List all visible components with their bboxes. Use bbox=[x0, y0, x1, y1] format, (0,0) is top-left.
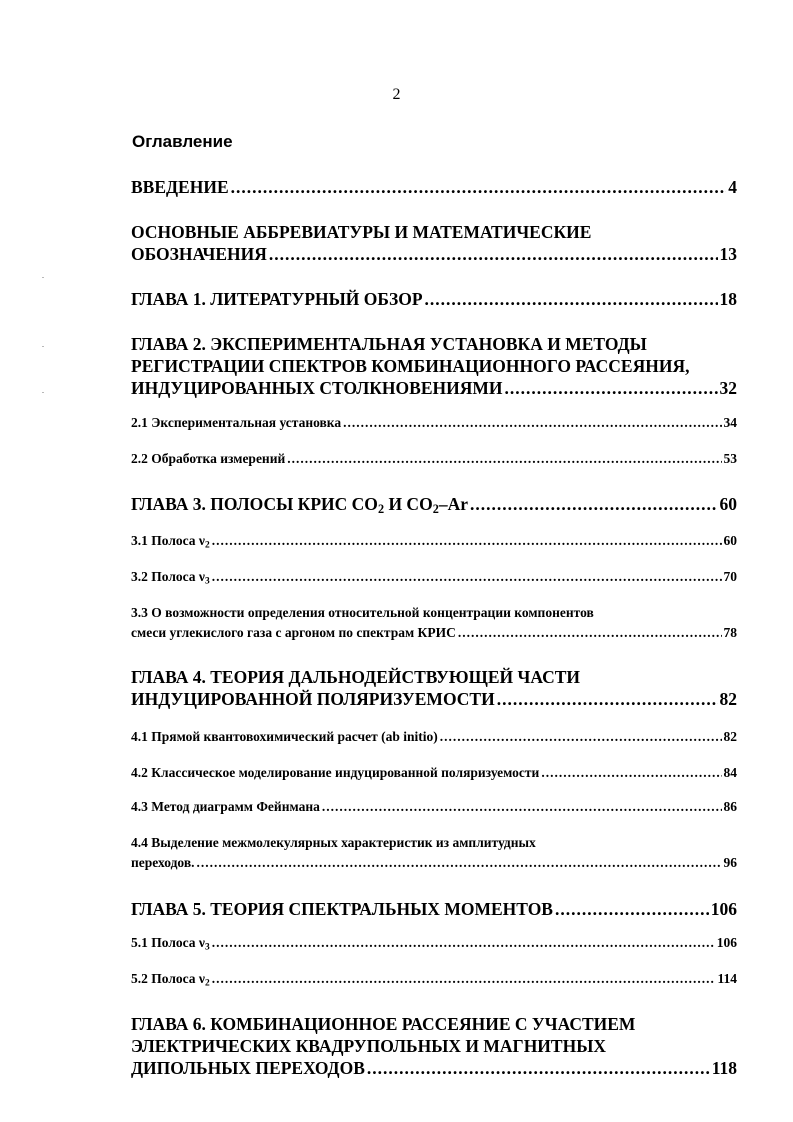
toc-entry-title-line: ДИПОЛЬНЫХ ПЕРЕХОДОВ bbox=[131, 1058, 365, 1078]
toc-entry-page: 4 bbox=[728, 177, 737, 197]
toc-entry-title: 2.2 Обработка измерений bbox=[131, 451, 286, 466]
subscript: 2 bbox=[204, 978, 210, 989]
toc-entry-page: 32 bbox=[719, 378, 737, 398]
toc-entry-title: ГЛАВА 1. ЛИТЕРАТУРНЫЙ ОБЗОР bbox=[131, 289, 423, 309]
toc-entry-title-line: ОБОЗНАЧЕНИЯ bbox=[131, 244, 267, 264]
leader-dots bbox=[458, 623, 722, 643]
toc-entry-abbreviations[interactable] bbox=[131, 221, 737, 265]
toc-entry-page: 106 bbox=[716, 935, 737, 950]
leader-dots bbox=[212, 933, 715, 953]
toc-entry-title-line: ГЛАВА 2. ЭКСПЕРИМЕНТАЛЬНАЯ УСТАНОВКА И МЕТОДЫ bbox=[131, 334, 647, 354]
toc-entry-page: 118 bbox=[711, 1058, 737, 1078]
toc-entry-title bbox=[131, 969, 210, 993]
toc-entry-chapter-2[interactable] bbox=[131, 333, 737, 399]
title-part: 5.1 Полоса ν bbox=[131, 935, 205, 950]
leader-dots bbox=[287, 449, 721, 469]
leader-dots bbox=[269, 243, 718, 265]
toc-entry-chapter-5[interactable] bbox=[131, 898, 737, 920]
toc-entry-page: 96 bbox=[723, 855, 737, 870]
toc-entry-page: 114 bbox=[717, 971, 737, 986]
toc-entry-section-3-2[interactable] bbox=[131, 567, 737, 591]
leader-dots bbox=[470, 493, 718, 515]
toc-entry-page: 106 bbox=[710, 899, 737, 919]
toc-entry-title-line: ИНДУЦИРОВАННЫХ СТОЛКНОВЕНИЯМИ bbox=[131, 378, 503, 398]
leader-dots bbox=[343, 413, 721, 433]
toc-entry-page: 78 bbox=[723, 625, 737, 640]
page-number: 2 bbox=[392, 86, 401, 103]
toc-entry-title-line: 3.3 О возможности определения относительной концентрации компонентов bbox=[131, 605, 594, 620]
toc-entry-section-5-2[interactable] bbox=[131, 969, 737, 993]
title-part: И СО bbox=[384, 494, 433, 514]
scan-mark bbox=[42, 392, 44, 393]
subscript: 2 bbox=[432, 502, 439, 517]
leader-dots bbox=[497, 688, 718, 710]
toc-entry-chapter-1[interactable] bbox=[131, 288, 737, 310]
toc-entry-title-line: переходов. bbox=[131, 855, 195, 870]
subscript: 2 bbox=[204, 540, 210, 551]
toc-entry-page: 18 bbox=[719, 289, 737, 309]
toc-entry-title: 4.1 Прямой квантовохимический расчет (ab initio) bbox=[131, 729, 438, 744]
toc-entry-page: 34 bbox=[723, 415, 737, 430]
toc-entry-title bbox=[131, 567, 210, 591]
toc-entry-chapter-4[interactable] bbox=[131, 666, 737, 710]
toc-entry-section-4-2[interactable] bbox=[131, 763, 737, 783]
toc-entry-title-line: ГЛАВА 4. ТЕОРИЯ ДАЛЬНОДЕЙСТВУЮЩЕЙ ЧАСТИ bbox=[131, 667, 581, 687]
toc-entry-title-line: ЭЛЕКТРИЧЕСКИХ КВАДРУПОЛЬНЫХ И МАГНИТНЫХ bbox=[131, 1036, 607, 1056]
leader-dots bbox=[555, 898, 709, 920]
leader-dots bbox=[231, 176, 727, 198]
leader-dots bbox=[197, 853, 722, 873]
toc-entry-title-line: РЕГИСТРАЦИИ СПЕКТРОВ КОМБИНАЦИОННОГО РАССЕЯНИЯ, bbox=[131, 356, 690, 376]
toc-entry-title: 4.3 Метод диаграмм Фейнмана bbox=[131, 799, 320, 814]
leader-dots bbox=[541, 763, 721, 783]
toc-entry-page: 84 bbox=[723, 765, 737, 780]
toc-entry-page: 53 bbox=[723, 451, 737, 466]
toc-entry-title bbox=[131, 493, 468, 520]
toc-entry-page: 60 bbox=[719, 494, 737, 514]
toc-entry-section-2-2[interactable] bbox=[131, 449, 737, 469]
scan-mark bbox=[42, 277, 44, 278]
leader-dots bbox=[440, 727, 722, 747]
subscript: 2 bbox=[377, 502, 385, 517]
toc-entry-page: 60 bbox=[723, 533, 737, 548]
toc-entry-section-3-1[interactable] bbox=[131, 531, 737, 555]
leader-dots bbox=[322, 797, 722, 817]
leader-dots bbox=[367, 1057, 710, 1079]
title-part: 5.2 Полоса ν bbox=[131, 971, 205, 986]
toc-entry-page: 82 bbox=[723, 729, 737, 744]
toc-entry-introduction[interactable] bbox=[131, 176, 737, 198]
toc-entry-title-line: ИНДУЦИРОВАННОЙ ПОЛЯРИЗУЕМОСТИ bbox=[131, 689, 495, 709]
toc-entry-page: 86 bbox=[723, 799, 737, 814]
toc-entry-page: 13 bbox=[719, 244, 737, 264]
title-part: 3.1 Полоса ν bbox=[131, 533, 205, 548]
toc-entry-section-4-4[interactable] bbox=[131, 833, 737, 873]
title-part: –Ar bbox=[438, 494, 468, 514]
toc-title: Оглавление bbox=[132, 132, 233, 151]
leader-dots bbox=[212, 567, 722, 587]
toc-entry-title: ВВЕДЕНИЕ bbox=[131, 177, 229, 197]
toc-entry-title-line: 4.4 Выделение межмолекулярных характеристик из амплитудных bbox=[131, 835, 536, 850]
title-part: ГЛАВА 3. ПОЛОСЫ КРИС СО bbox=[131, 494, 378, 514]
toc-entry-page: 82 bbox=[719, 689, 737, 709]
toc-entry-title: 4.2 Классическое моделирование индуцированной поляризуемости bbox=[131, 765, 540, 780]
leader-dots bbox=[504, 377, 717, 399]
subscript: 3 bbox=[204, 576, 210, 587]
toc-entry-chapter-3[interactable] bbox=[131, 493, 737, 520]
toc-entry-title bbox=[131, 531, 210, 555]
subscript: 3 bbox=[204, 942, 210, 953]
toc-entry-page: 70 bbox=[723, 569, 737, 584]
title-part: 3.2 Полоса ν bbox=[131, 569, 205, 584]
toc-entry-section-4-1[interactable] bbox=[131, 727, 737, 747]
scan-mark bbox=[42, 346, 44, 347]
toc-entry-section-2-1[interactable] bbox=[131, 413, 737, 433]
toc-entry-title: ГЛАВА 5. ТЕОРИЯ СПЕКТРАЛЬНЫХ МОМЕНТОВ bbox=[131, 899, 553, 919]
toc-entry-title bbox=[131, 933, 210, 957]
toc-entry-section-4-3[interactable] bbox=[131, 797, 737, 817]
toc-entry-title: 2.1 Экспериментальная установка bbox=[131, 415, 342, 430]
toc-entry-title-line: ОСНОВНЫЕ АББРЕВИАТУРЫ И МАТЕМАТИЧЕСКИЕ bbox=[131, 222, 592, 242]
leader-dots bbox=[212, 531, 722, 551]
toc-entry-chapter-6[interactable] bbox=[131, 1013, 737, 1079]
toc-entry-section-3-3[interactable] bbox=[131, 603, 737, 643]
toc-entry-title-line: ГЛАВА 6. КОМБИНАЦИОННОЕ РАССЕЯНИЕ С УЧАСТИЕМ bbox=[131, 1014, 636, 1034]
toc-entry-section-5-1[interactable] bbox=[131, 933, 737, 957]
toc-entry-title-line: смеси углекислого газа с аргоном по спектрам КРИС bbox=[131, 625, 456, 640]
leader-dots bbox=[212, 969, 716, 989]
leader-dots bbox=[425, 288, 718, 310]
